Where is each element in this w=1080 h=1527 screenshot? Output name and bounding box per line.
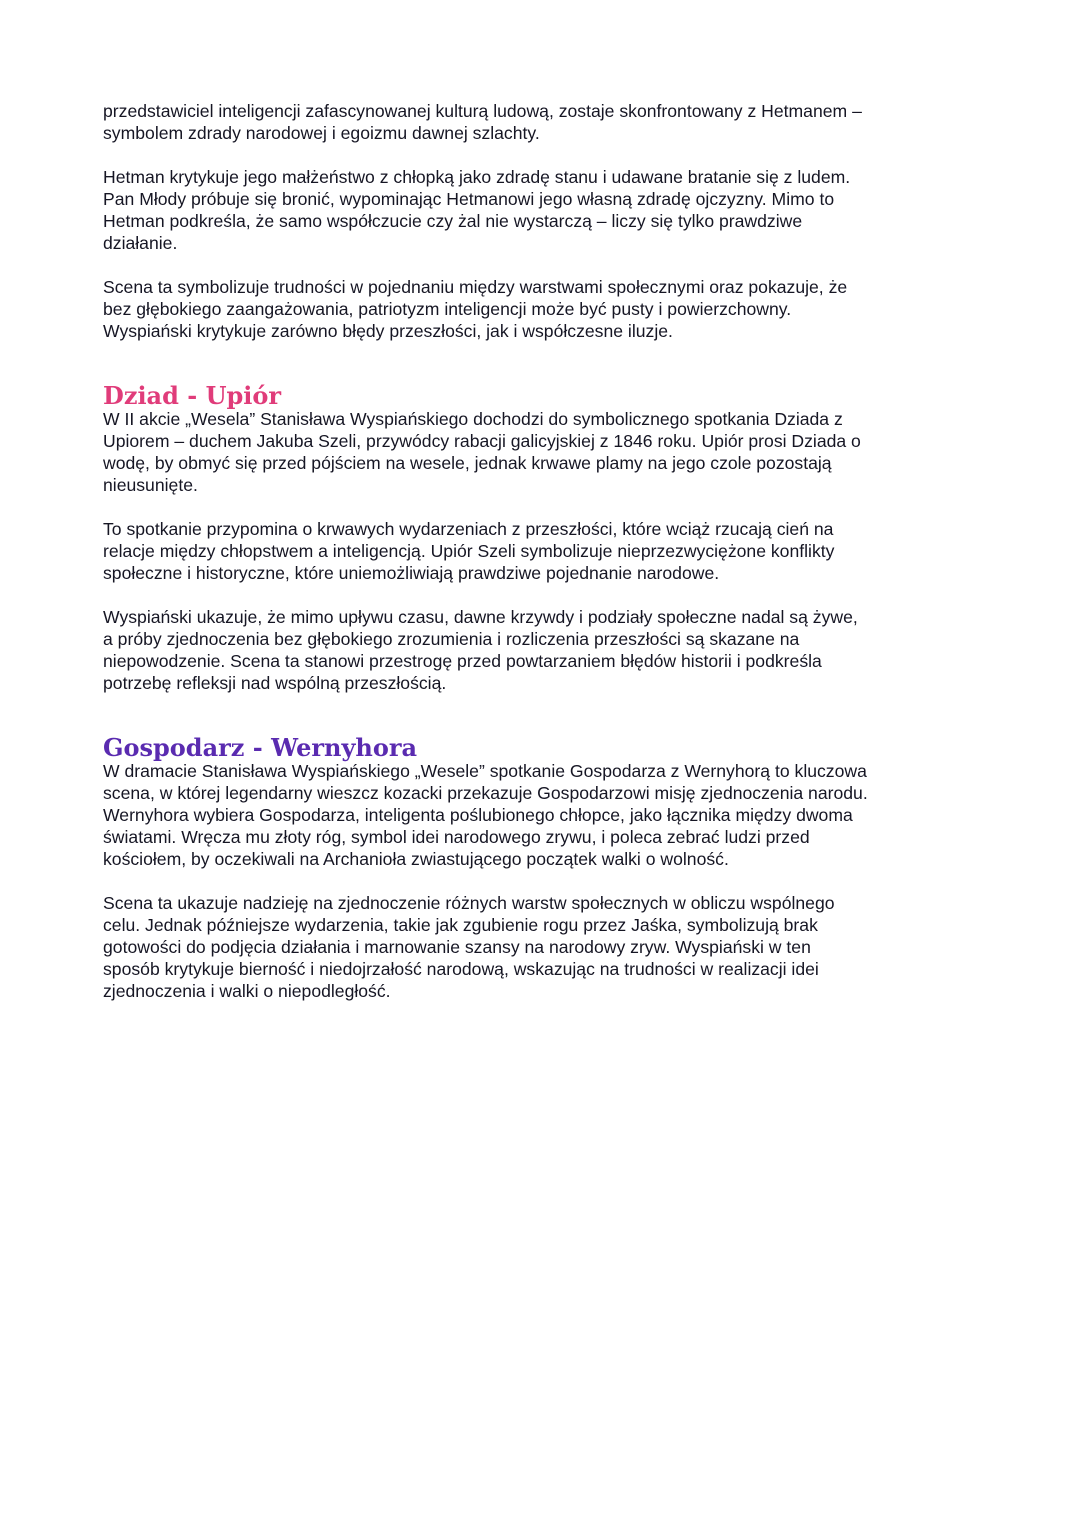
text-line: gotowości do podjęcia działania i marnowanie szansy na narodowy zryw. Wyspiański w ten — [103, 937, 811, 957]
paragraph — [103, 166, 983, 254]
text-line: Upiorem – duchem Jakuba Szeli, przywódcy rabacji galicyjskiej z 1846 roku. Upiór prosi Dziada o — [103, 431, 861, 451]
text-line: Hetman podkreśla, że samo współczucie czy żal nie wystarczą – liczy się tylko prawdziwe — [103, 211, 803, 231]
document-page — [103, 100, 983, 1024]
text-line: W dramacie Stanisława Wyspiańskiego „Wesele” spotkanie Gospodarza z Wernyhorą to kluczowa — [103, 761, 867, 781]
paragraph — [103, 606, 983, 694]
paragraph — [103, 760, 983, 870]
text-line: relacje między chłopstwem a inteligencją. Upiór Szeli symbolizuje nieprzezwyciężone konflikty — [103, 541, 835, 561]
text-line: wodę, by obmyć się przed pójściem na wesele, jednak krwawe plamy na jego czole pozostają — [103, 453, 832, 473]
text-line: sposób krytykuje bierność i niedojrzałość narodową, wskazując na trudności w realizacji idei — [103, 959, 819, 979]
text-line: społeczne i historyczne, które uniemożliwiają prawdziwe pojednanie narodowe. — [103, 563, 720, 583]
text-line: W II akcie „Wesela” Stanisława Wyspiańskiego dochodzi do symbolicznego spotkania Dziada z — [103, 409, 843, 429]
text-line: nieusunięte. — [103, 475, 198, 495]
paragraph — [103, 100, 983, 144]
text-line: kościołem, by oczekiwali na Archanioła zwiastującego początek walki o wolność. — [103, 849, 729, 869]
section-dziad-upior — [103, 381, 983, 694]
text-line: Wernyhora wybiera Gospodarza, inteligenta poślubionego chłopce, jako łącznika między dwoma — [103, 805, 853, 825]
section-heading: Dziad - Upiór — [103, 381, 282, 410]
text-line: symbolem zdrady narodowej i egoizmu dawnej szlachty. — [103, 123, 540, 143]
text-line: Scena ta symbolizuje trudności w pojednaniu między warstwami społecznymi oraz pokazuje, że — [103, 277, 848, 297]
paragraph — [103, 276, 983, 342]
text-line: scena, w której legendarny wieszcz kozacki przekazuje Gospodarzowi misję zjednoczenia narodu. — [103, 783, 868, 803]
text-line: Pan Młody próbuje się bronić, wypominając Hetmanowi jego własną zdradę ojczyzny. Mimo to — [103, 189, 835, 209]
text-line: Wyspiański ukazuje, że mimo upływu czasu, dawne krzywdy i podziały społeczne nadal są żywe, — [103, 607, 858, 627]
intro-section — [103, 100, 983, 342]
text-line: działanie. — [103, 233, 178, 253]
text-line: To spotkanie przypomina o krwawych wydarzeniach z przeszłości, które wciąż rzucają cień na — [103, 519, 834, 539]
paragraph — [103, 518, 983, 584]
text-line: bez głębokiego zaangażowania, patriotyzm inteligencji może być pusty i powierzchowny. — [103, 299, 792, 319]
text-line: przedstawiciel inteligencji zafascynowanej kulturą ludową, zostaje skonfrontowany z Hetmanem – — [103, 101, 862, 121]
text-line: Hetman krytykuje jego małżeństwo z chłopką jako zdradę stanu i udawane bratanie się z ludem. — [103, 167, 851, 187]
text-line: światami. Wręcza mu złoty róg, symbol idei narodowego zrywu, i poleca zebrać ludzi przed — [103, 827, 810, 847]
text-line: Scena ta ukazuje nadzieję na zjednoczenie różnych warstw społecznych w obliczu wspólnego — [103, 893, 835, 913]
text-line: a próby zjednoczenia bez głębokiego zrozumienia i rozliczenia przeszłości są skazane na — [103, 629, 800, 649]
text-line: potrzebę refleksji nad wspólną przeszłością. — [103, 673, 447, 693]
text-line: celu. Jednak późniejsze wydarzenia, takie jak zgubienie rogu przez Jaśka, symbolizują brak — [103, 915, 818, 935]
text-line: zjednoczenia i walki o niepodległość. — [103, 981, 391, 1001]
text-line: niepowodzenie. Scena ta stanowi przestrogę przed powtarzaniem błędów historii i podkreśla — [103, 651, 822, 671]
section-gospodarz-wernyhora — [103, 733, 983, 1002]
paragraph — [103, 408, 983, 496]
paragraph — [103, 892, 983, 1002]
section-heading: Gospodarz - Wernyhora — [103, 733, 418, 762]
text-line: Wyspiański krytykuje zarówno błędy przeszłości, jak i współczesne iluzje. — [103, 321, 673, 341]
